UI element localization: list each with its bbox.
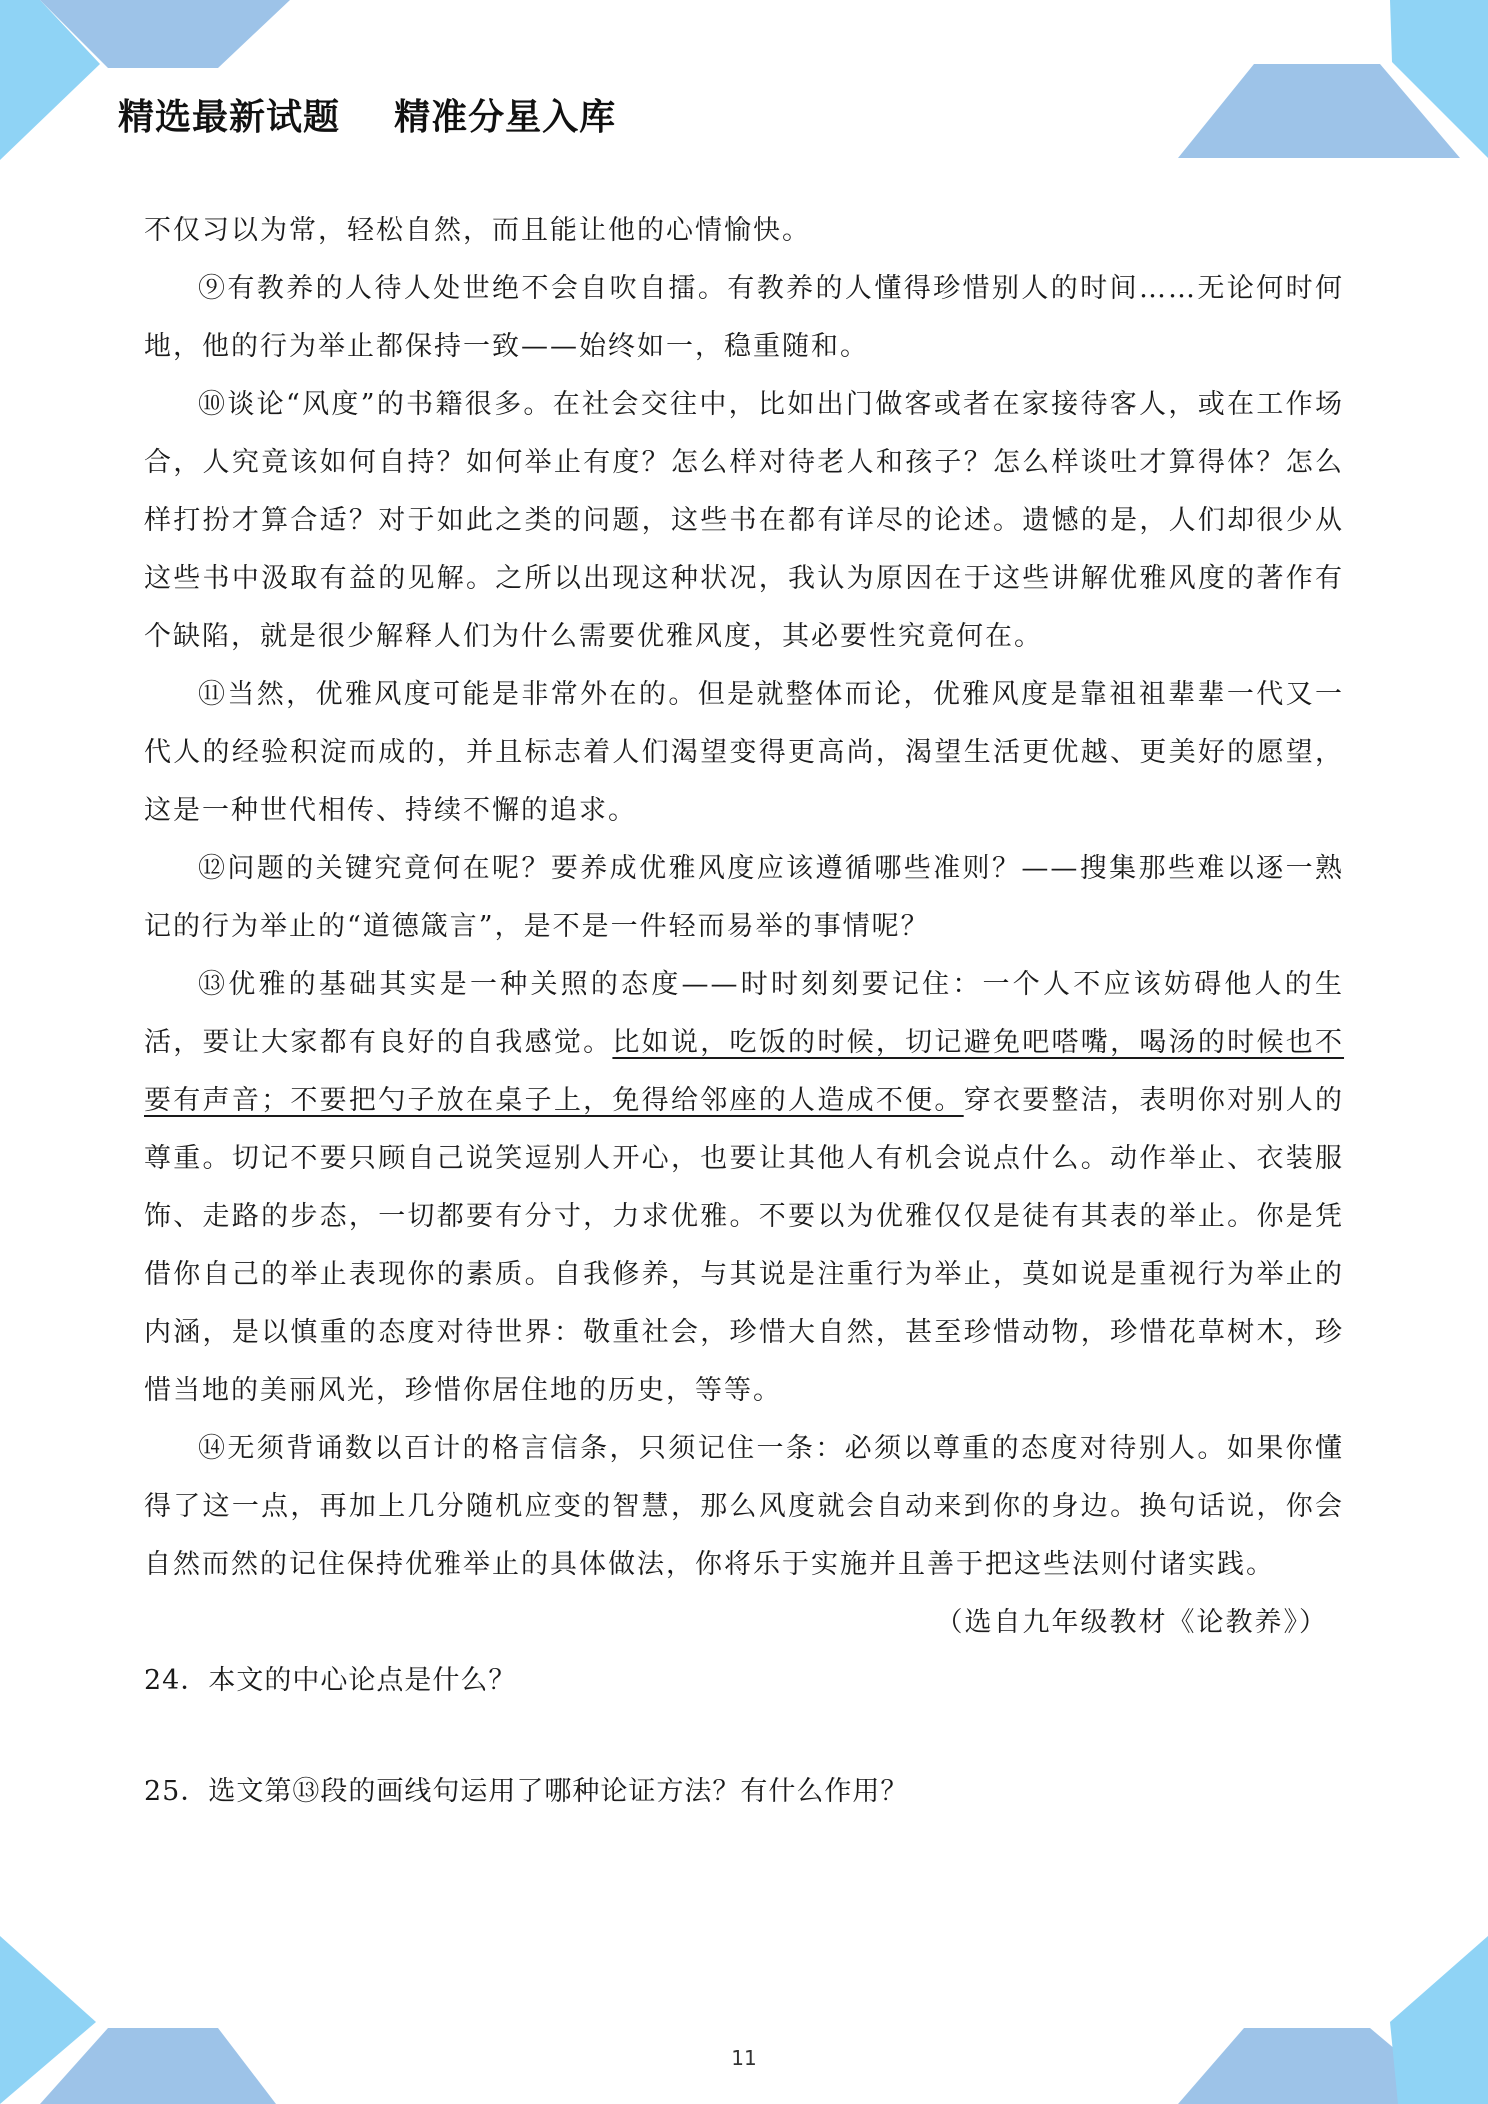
page-number: 11 (731, 2046, 757, 2070)
top-right-decoration (1160, 0, 1488, 170)
paragraph-8-end: 不仅习以为常，轻松自然，而且能让他的心情愉快。 (144, 215, 811, 246)
paragraph-13-part-b: 穿衣要整洁，表明你对别人的尊重。切记不要只顾自己说笑逗别人开心，也要让其他人有机会说点什么。动作举止、衣装服饰、走路的步态，一切都要有分寸，力求优雅。不要以为优雅仅仅是徒有其表的举止。你是凭借你自己的举止表现你的素质。自我修养，与其说是注重行为举止，莫如说是重视行为举止的内涵，是以慎重的态度对待世界：敬重社会，珍惜大自然，甚至珍惜动物，珍惜花草树木，珍惜当地的美丽风光，珍惜你居住地的历史，等等。 (144, 1085, 1345, 1406)
question-25: 25．选文第⑬段的画线句运用了哪种论证方法？有什么作用？ (144, 1776, 909, 1807)
paragraph-9: ⑨有教养的人待人处世绝不会自吹自擂。有教养的人懂得珍惜别人的时间……无论何时何地，他的行为举止都保持一致——始终如一，稳重随和。 (144, 273, 1344, 362)
bottom-left-decoration (0, 1930, 300, 2104)
paragraph-14: ⑭无须背诵数以百计的格言信条，只须记住一条：必须以尊重的态度对待别人。如果你懂得了这一点，再加上几分随机应变的智慧，那么风度就会自动来到你的身边。换句话说，你会自然而然的记住保持优雅举止的具体做法，你将乐于实施并且善于把这些法则付诸实践。 (144, 1433, 1344, 1580)
paragraph-13 (144, 956, 1344, 1420)
paragraph-13-part-a: ⑬优雅的基础其实是一种关照的态度——时时刻刻要记住：一个人不应该妨碍他人的生活，要让大家都有良好的自我感觉。 (144, 969, 1344, 1058)
answer-space-24 (144, 1710, 1344, 1763)
bottom-right-decoration (1160, 1930, 1488, 2104)
passage-content (144, 202, 1344, 1821)
paragraph-10: ⑩谈论“风度”的书籍很多。在社会交往中，比如出门做客或者在家接待客人，或在工作场合，人究竟该如何自持？如何举止有度？怎么样对待老人和孩子？怎么样谈吐才算得体？怎么样打扮才算合适？对于如此之类的问题，这些书在都有详尽的论述。遗憾的是，人们却很少从这些书中汲取有益的见解。之所以出现这种状况，我认为原因在于这些讲解优雅风度的著作有个缺陷，就是很少解释人们为什么需要优雅风度，其必要性究竟何在。 (144, 389, 1344, 652)
question-24: 24．本文的中心论点是什么？ (144, 1665, 517, 1696)
bottom-right-cyan-triangle (1390, 1936, 1488, 2104)
paragraph-12: ⑫问题的关键究竟何在呢？要养成优雅风度应该遵循哪些准则？——搜集那些难以逐一熟记的行为举止的“道德箴言”，是不是一件轻而易举的事情呢？ (144, 853, 1344, 942)
paragraph-11: ⑪当然，优雅风度可能是非常外在的。但是就整体而论，优雅风度是靠祖祖辈辈一代又一代人的经验积淀而成的，并且标志着人们渴望变得更高尚，渴望生活更优越、更美好的愿望，这是一种世代相传、持续不懈的追求。 (144, 679, 1344, 826)
header-title: 精选最新试题 精准分星入库 (118, 97, 617, 138)
paragraph-13-underlined-sentence: 比如说，吃饭的时候，切记避免吧嗒嘴，喝汤的时候也不要有声音；不要把勺子放在桌子上，免得给邻座的人造成不便。 (144, 1027, 1345, 1116)
source-citation: （选自九年级教材《论教养》） (935, 1607, 1328, 1638)
